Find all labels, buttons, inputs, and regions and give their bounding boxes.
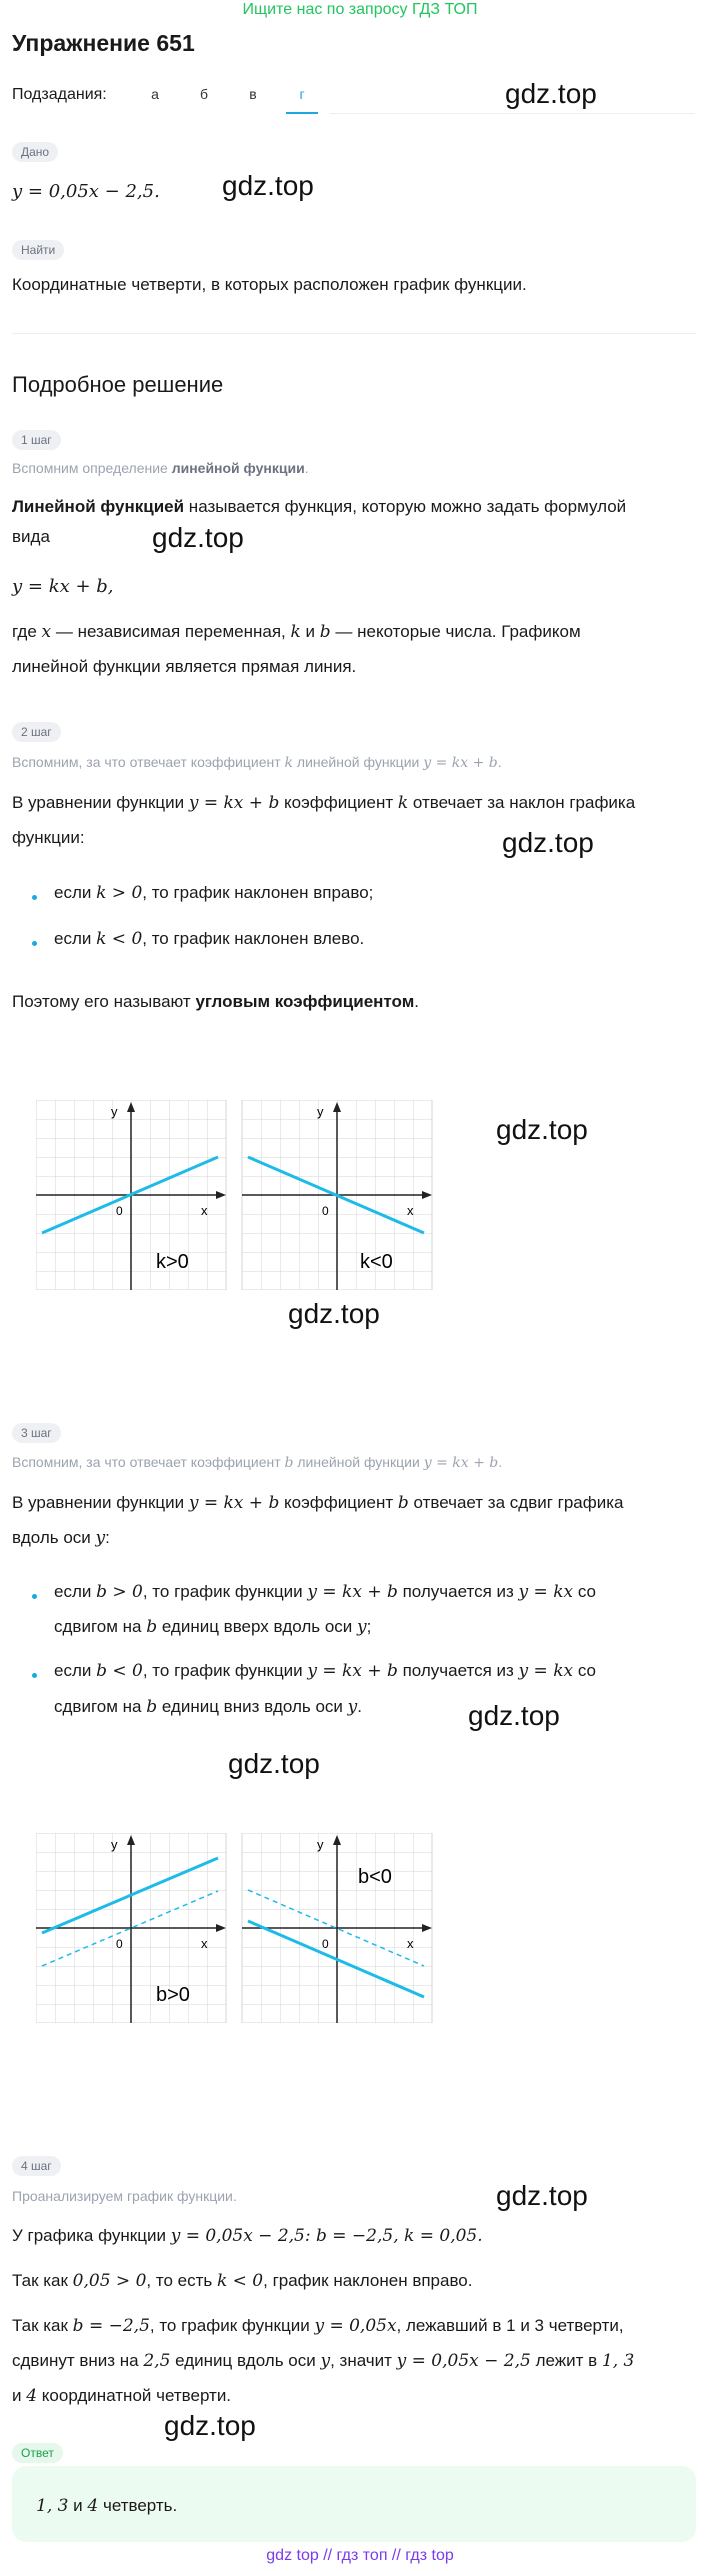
definition-text: Линейной функцией называется функция, которую можно задать формулой bbox=[12, 497, 627, 516]
graph-caption: b>0 bbox=[156, 1984, 190, 2006]
active-tab-indicator bbox=[286, 112, 318, 114]
k-explanation: В уравнении функции y = kx + b коэффициент k отвечает за наклон графика bbox=[12, 793, 636, 813]
k-explanation-line2: функции: bbox=[12, 828, 85, 847]
linear-formula: y = kx + b, bbox=[12, 576, 114, 597]
bullet-b-negative-line2: сдвигом на b единиц вниз вдоль оси y. bbox=[54, 1697, 362, 1717]
b-explanation: В уравнении функции y = kx + b коэффициент b отвечает за сдвиг графика bbox=[12, 1493, 624, 1513]
graph-caption: k<0 bbox=[360, 1251, 393, 1273]
watermark: gdz.top bbox=[152, 522, 244, 553]
divider bbox=[12, 333, 696, 334]
bullet-icon bbox=[32, 1673, 37, 1678]
step-hint: Проанализируем график функции. bbox=[12, 2188, 237, 2204]
y-axis-label: y bbox=[317, 1837, 324, 1852]
tab-v[interactable]: в bbox=[249, 86, 257, 102]
watermark: gdz.top bbox=[505, 78, 597, 109]
step-hint: Вспомним определение линейной функции. bbox=[12, 460, 309, 476]
find-text: Координатные четверти, в которых расположен график функции. bbox=[12, 275, 527, 294]
x-axis-label: x bbox=[407, 1203, 414, 1218]
graph-k-negative bbox=[242, 1100, 432, 1290]
b-graphs bbox=[36, 1833, 436, 2023]
analysis-line-2: Так как 0,05 > 0, то есть k < 0, график наклонен вправо. bbox=[12, 2271, 473, 2291]
analysis-line-4: сдвинут вниз на 2,5 единиц вдоль оси y, значит y = 0,05x − 2,5 лежит в 1, 3 bbox=[12, 2351, 635, 2371]
x-axis-label: x bbox=[201, 1203, 208, 1218]
watermark: gdz.top bbox=[496, 1114, 588, 1145]
formula-explanation-line2: линейной функции является прямая линия. bbox=[12, 657, 357, 676]
watermark: gdz.top bbox=[228, 1748, 320, 1779]
origin-label: 0 bbox=[322, 1204, 329, 1218]
bullet-icon bbox=[32, 941, 37, 946]
step-hint: Вспомним, за что отвечает коэффициент b линейной функции y = kx + b. bbox=[12, 1454, 503, 1471]
graph-b-positive bbox=[36, 1833, 226, 2023]
formula-explanation: где x — независимая переменная, k и b — некоторые числа. Графиком bbox=[12, 622, 581, 642]
tab-g[interactable]: г bbox=[299, 86, 305, 102]
origin-label: 0 bbox=[116, 1204, 123, 1218]
watermark: gdz.top bbox=[288, 1298, 380, 1329]
tab-b[interactable]: б bbox=[199, 86, 209, 102]
definition-text-line2: вида bbox=[12, 527, 50, 546]
bullet-k-negative: если k < 0, то график наклонен влево. bbox=[54, 929, 365, 949]
origin-label: 0 bbox=[116, 1937, 123, 1951]
y-axis-label: y bbox=[111, 1837, 118, 1852]
bullet-icon bbox=[32, 895, 37, 900]
answer-text: 1, 3 и 4 четверть. bbox=[36, 2496, 178, 2516]
step-hint: Вспомним, за что отвечает коэффициент k линейной функции y = kx + b. bbox=[12, 754, 502, 771]
tab-a[interactable]: а bbox=[151, 86, 159, 102]
k-graphs bbox=[36, 1100, 436, 1290]
analysis-line-1: У графика функции y = 0,05x − 2,5: b = −2,5, k = 0,05. bbox=[12, 2226, 483, 2246]
bullet-b-negative: если b < 0, то график функции y = kx + b получается из y = kx со bbox=[54, 1661, 596, 1681]
step-badge: 2 шаг bbox=[12, 722, 61, 742]
bullet-b-positive-line2: сдвигом на b единиц вверх вдоль оси y; bbox=[54, 1617, 372, 1637]
graph-k-positive bbox=[36, 1100, 226, 1290]
analysis-line-5: и 4 координатной четверти. bbox=[12, 2386, 232, 2406]
solution-title: Подробное решение bbox=[12, 372, 224, 397]
analysis-line-3: Так как b = −2,5, то график функции y = 0,05x, лежавший в 1 и 3 четверти, bbox=[12, 2316, 624, 2336]
watermark: gdz.top bbox=[164, 2410, 256, 2441]
origin-label: 0 bbox=[322, 1937, 329, 1951]
graph-caption: b<0 bbox=[358, 1866, 392, 1888]
step-badge: 4 шаг bbox=[12, 2156, 61, 2176]
answer-badge: Ответ bbox=[12, 2443, 63, 2463]
watermark: gdz.top bbox=[502, 827, 594, 858]
given-formula: y = 0,05x − 2,5. bbox=[12, 181, 160, 202]
x-axis-label: x bbox=[201, 1936, 208, 1951]
step-badge: 1 шаг bbox=[12, 430, 61, 450]
given-badge: Дано bbox=[12, 142, 58, 162]
watermark: gdz.top bbox=[468, 1700, 560, 1731]
b-explanation-line2: вдоль оси y: bbox=[12, 1528, 110, 1548]
bullet-b-positive: если b > 0, то график функции y = kx + b получается из y = kx со bbox=[54, 1582, 596, 1602]
graph-b-negative bbox=[242, 1833, 432, 2023]
watermark: gdz.top bbox=[496, 2180, 588, 2211]
find-badge: Найти bbox=[12, 240, 64, 260]
footer-links[interactable]: gdz top // гдз топ // гдз top bbox=[266, 2547, 454, 2564]
page-title: Упражнение 651 bbox=[12, 30, 195, 56]
y-axis-label: y bbox=[317, 1104, 324, 1119]
bullet-k-positive: если k > 0, то график наклонен вправо; bbox=[54, 883, 374, 903]
search-banner[interactable]: Ищите нас по запросу ГДЗ ТОП bbox=[242, 1, 478, 18]
subtasks-label: Подзадания: bbox=[12, 86, 107, 103]
watermark: gdz.top bbox=[222, 170, 314, 201]
graph-caption: k>0 bbox=[156, 1251, 189, 1273]
angular-coefficient-text: Поэтому его называют угловым коэффициентом. bbox=[12, 992, 420, 1011]
y-axis-label: y bbox=[111, 1104, 118, 1119]
step-badge: 3 шаг bbox=[12, 1423, 61, 1443]
x-axis-label: x bbox=[407, 1936, 414, 1951]
bullet-icon bbox=[32, 1594, 37, 1599]
tabs-divider bbox=[330, 113, 695, 114]
